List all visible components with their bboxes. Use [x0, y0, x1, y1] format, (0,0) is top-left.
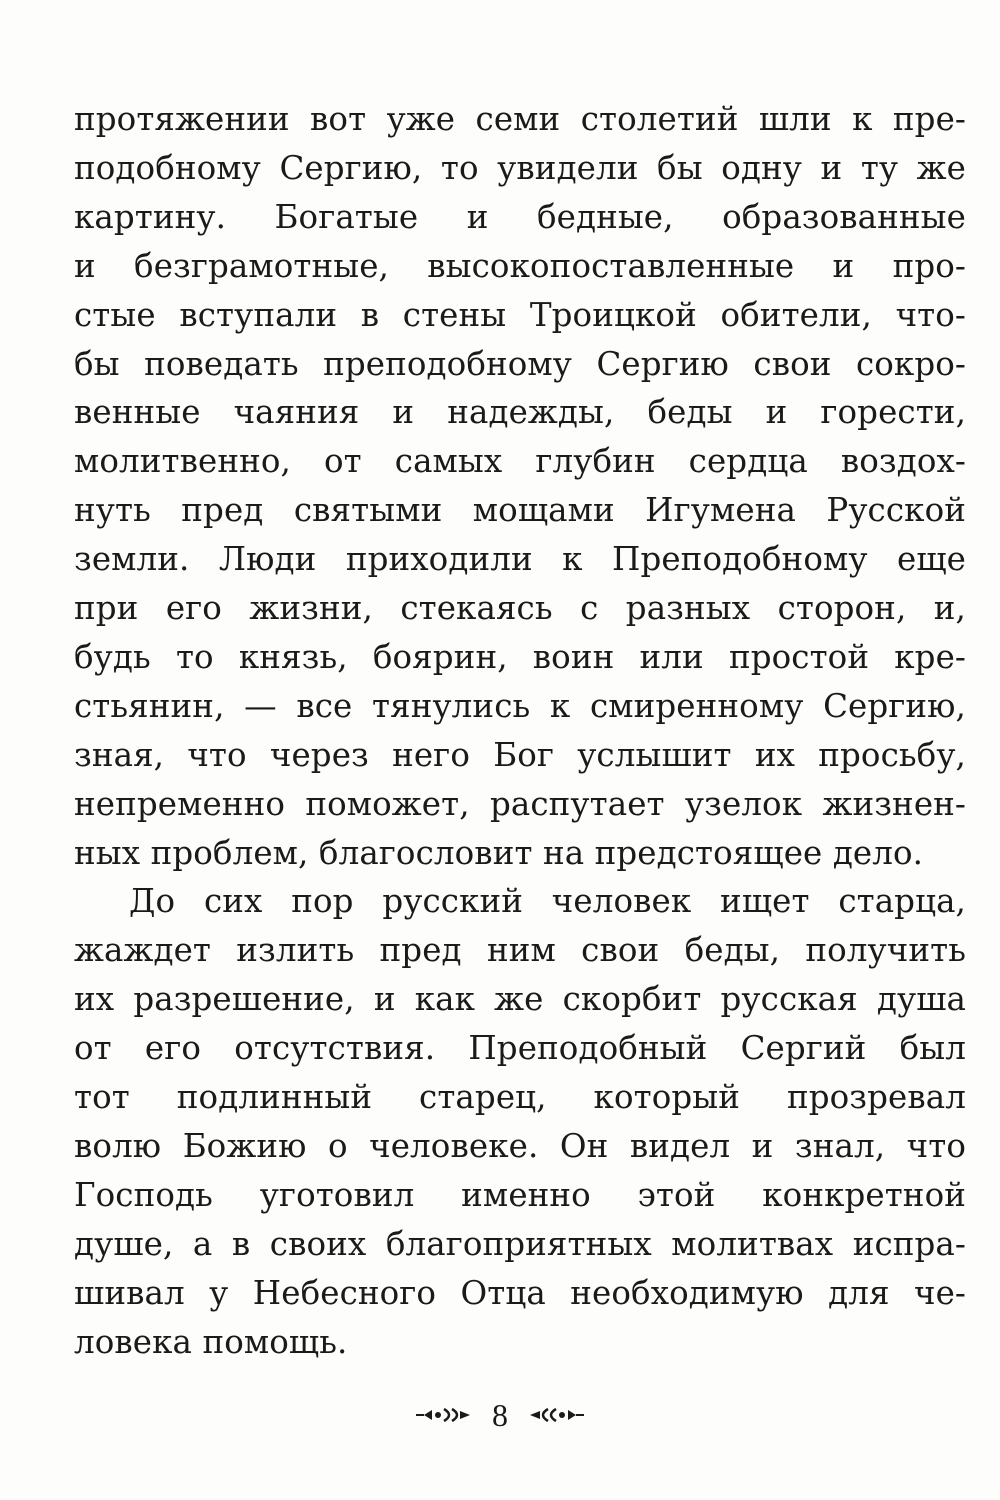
- text-line: шивал у Небесного Отца необходимую для че-: [74, 1273, 966, 1312]
- text-line: жаждет излить пред ним свои беды, получить: [74, 931, 966, 970]
- text-line: непременно поможет, распутает узелок жизнен-: [74, 784, 966, 823]
- text-line: стые вступали в стены Троицкой обители, что-: [74, 295, 966, 334]
- text-line: Господь уготовил именно этой конкретной: [74, 1175, 966, 1214]
- text-line: подобному Сергию, то увидели бы одну и ту же: [74, 148, 966, 187]
- text-line: земли. Люди приходили к Преподобному еще: [74, 540, 966, 579]
- ornament-left-icon: [414, 1405, 474, 1425]
- text-line: молитвенно, от самых глубин сердца воздох-: [74, 442, 966, 481]
- page-number: 8: [492, 1397, 508, 1433]
- text-line: тот подлинный старец, который прозревал: [74, 1078, 966, 1116]
- text-line: душе, а в своих благоприятных молитвах испра-: [74, 1224, 966, 1263]
- text-line: волю Божию о человеке. Он видел и знал, что: [74, 1126, 966, 1165]
- text-line: и безграмотные, высокопоставленные и про-: [74, 246, 966, 285]
- text-line: будь то князь, боярин, воин или простой кре-: [74, 637, 966, 676]
- text-line: бы поведать преподобному Сергию свои сокро-: [74, 344, 966, 383]
- text-line: нуть пред святыми мощами Игумена Русской: [74, 491, 966, 530]
- text-line: стьянин, — все тянулись к смиренному Сергию,: [74, 686, 966, 725]
- text-line: картину. Богатые и бедные, образованные: [74, 197, 966, 236]
- text-line: зная, что через него Бог услышит их просьбу,: [74, 735, 966, 774]
- page-footer: [0, 1390, 1000, 1440]
- text-line: До сих пор русский человек ищет старца,: [129, 882, 966, 921]
- text-line: ловека помощь.: [74, 1322, 348, 1361]
- text-line: ных проблем, благословит на предстоящее дело.: [74, 833, 924, 872]
- text-line: венные чаяния и надежды, беды и горести,: [74, 393, 966, 432]
- text-line: протяжении вот уже семи столетий шли к пре-: [74, 100, 966, 138]
- text-line: от его отсутствия. Преподобный Сергий был: [74, 1029, 966, 1068]
- text-line: их разрешение, и как же скорбит русская душа: [74, 980, 966, 1019]
- ornament-right-icon: [526, 1405, 586, 1425]
- text-line: при его жизни, стекаясь с разных сторон, и,: [74, 589, 966, 627]
